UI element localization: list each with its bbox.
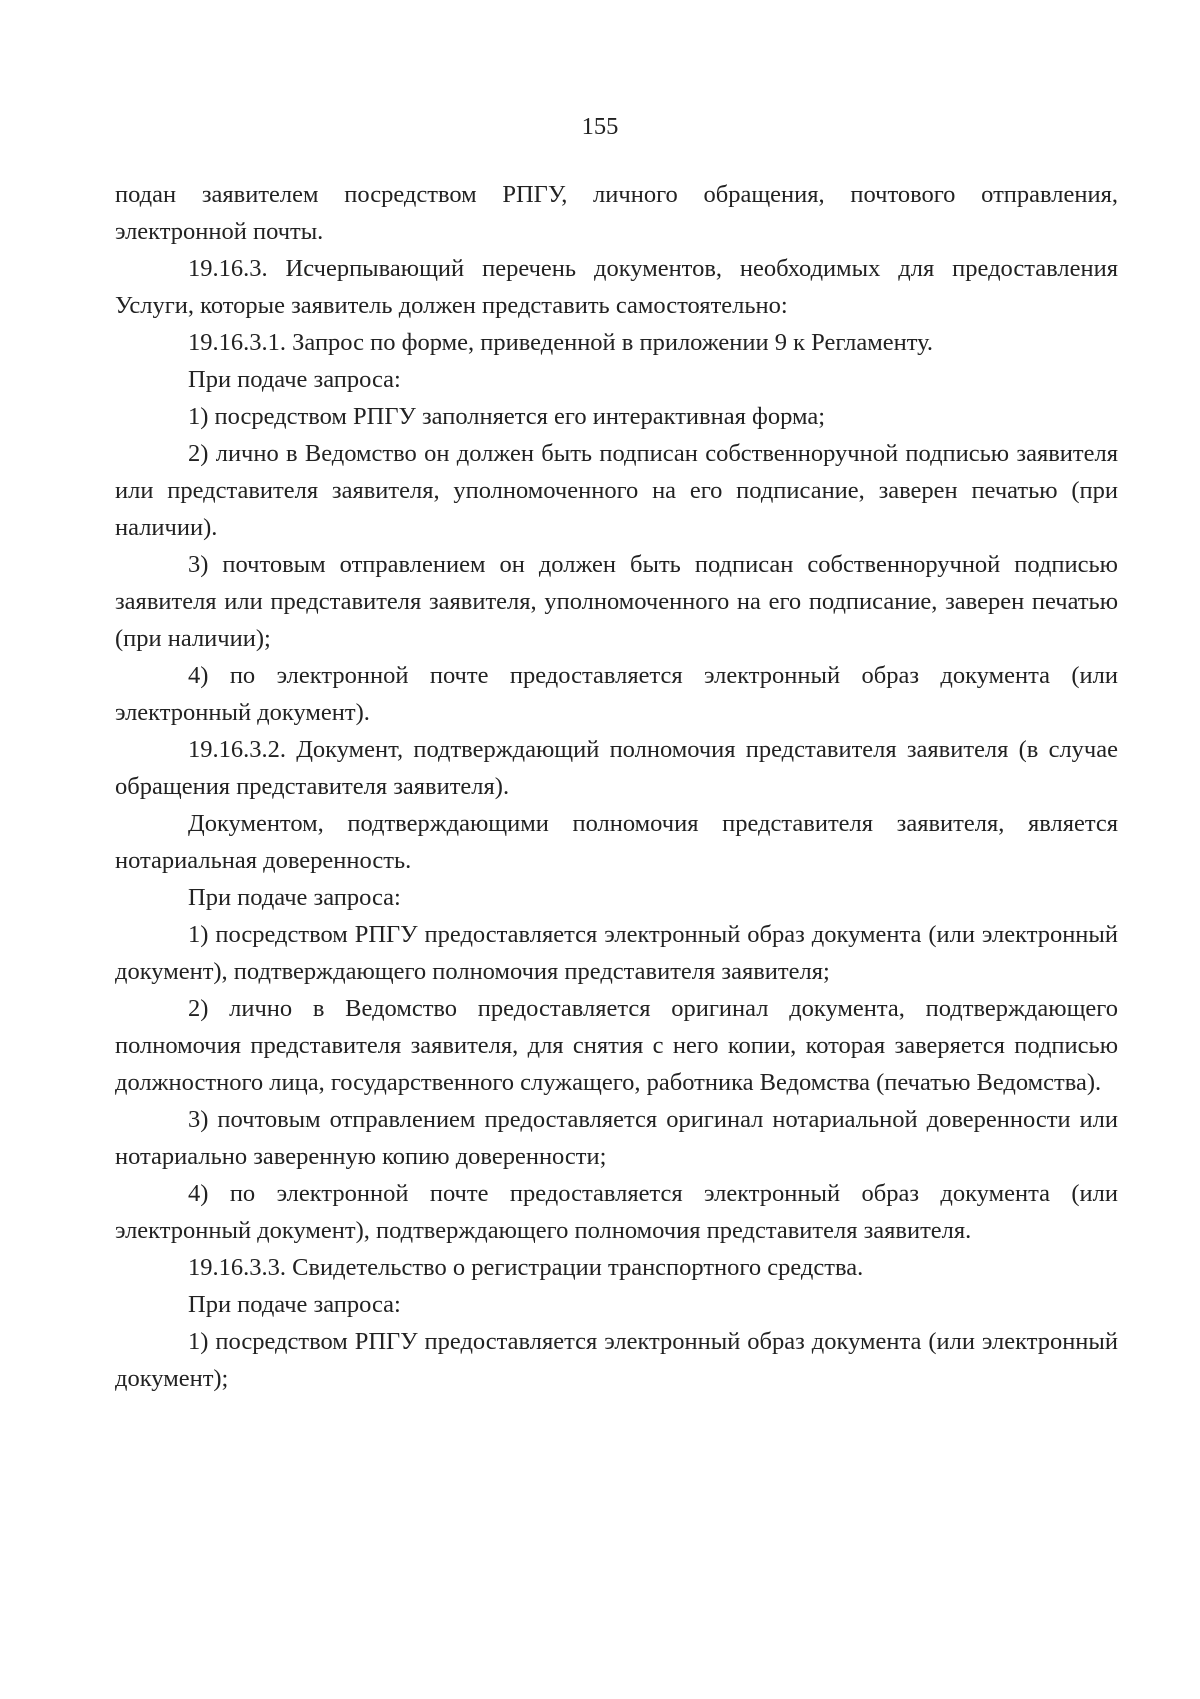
paragraph-clause-19-16-3-3: 19.16.3.3. Свидетельство о регистрации транспортного средства. (188, 1254, 864, 1281)
paragraph-submission-intro: При подаче запроса: (188, 884, 401, 911)
paragraph-list-item: 4) по электронной почте предоставляется электронный образ документа (или электронный документ), подтверждающего полномочия представителя заявителя. (115, 1180, 1118, 1244)
paragraph-clause-19-16-3: 19.16.3. Исчерпывающий перечень документов, необходимых для предоставления Услуги, которые заявитель должен представить самостоятельно: (115, 255, 1118, 319)
paragraph-list-item: 1) посредством РПГУ предоставляется электронный образ документа (или электронный документ); (115, 1328, 1118, 1392)
document-body (115, 176, 1118, 1397)
paragraph-list-item: 2) лично в Ведомство он должен быть подписан собственноручной подписью заявителя или представителя заявителя, уполномоченного на его подписание, заверен печатью (при наличии). (115, 440, 1118, 541)
paragraph-submission-intro: При подаче запроса: (188, 366, 401, 393)
paragraph-list-item: 1) посредством РПГУ заполняется его интерактивная форма; (188, 403, 825, 430)
paragraph-list-item: 4) по электронной почте предоставляется электронный образ документа (или электронный документ). (115, 662, 1118, 726)
paragraph-list-item: 3) почтовым отправлением предоставляется оригинал нотариальной доверенности или нотариально заверенную копию доверенности; (115, 1106, 1118, 1170)
paragraph-list-item: 3) почтовым отправлением он должен быть подписан собственноручной подписью заявителя или представителя заявителя, уполномоченного на его подписание, заверен печатью (при наличии); (115, 551, 1118, 652)
paragraph-continuation: подан заявителем посредством РПГУ, личного обращения, почтового отправления, электронной почты. (115, 181, 1118, 245)
paragraph-submission-intro: При подаче запроса: (188, 1291, 401, 1318)
paragraph-text: Документом, подтверждающими полномочия представителя заявителя, является нотариальная доверенность. (115, 810, 1118, 874)
paragraph-clause-19-16-3-1: 19.16.3.1. Запрос по форме, приведенной в приложении 9 к Регламенту. (188, 329, 934, 356)
paragraph-list-item: 1) посредством РПГУ предоставляется электронный образ документа (или электронный документ), подтверждающего полномочия представителя заявителя; (115, 921, 1118, 985)
page-number: 155 (581, 113, 619, 140)
paragraph-list-item: 2) лично в Ведомство предоставляется оригинал документа, подтверждающего полномочия представителя заявителя, для снятия с него копии, которая заверяется подписью должностного лица, государственного служащего, работника Ведомства (печатью Ведомства). (115, 995, 1118, 1096)
paragraph-clause-19-16-3-2: 19.16.3.2. Документ, подтверждающий полномочия представителя заявителя (в случае обращения представителя заявителя). (115, 736, 1118, 800)
